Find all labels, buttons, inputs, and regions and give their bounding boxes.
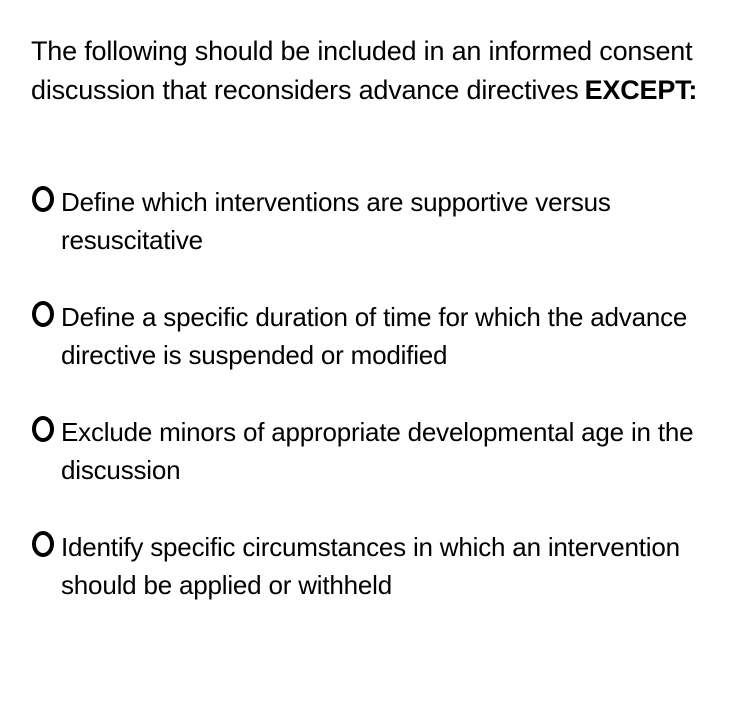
answer-option-4[interactable] xyxy=(32,528,732,604)
question-text xyxy=(31,32,731,110)
answer-option-3[interactable] xyxy=(32,413,732,489)
answer-option-3-label: Exclude minors of appropriate developmental age in the discussion xyxy=(61,417,694,485)
answer-option-4-label: Identify specific circumstances in which an intervention should be applied or withheld xyxy=(61,532,680,600)
radio-button-1[interactable] xyxy=(32,186,54,212)
answer-option-1[interactable] xyxy=(32,183,732,259)
question-emphasis: EXCEPT: xyxy=(584,75,698,105)
answer-option-1-label: Define which interventions are supportive versus resuscitative xyxy=(61,187,611,255)
answer-option-2[interactable] xyxy=(32,298,732,374)
question-stem: The following should be included in an informed consent discussion that reconsiders advance directives xyxy=(31,36,693,105)
answer-option-2-label: Define a specific duration of time for which the advance directive is suspended or modified xyxy=(61,302,688,370)
radio-button-2[interactable] xyxy=(32,301,54,327)
radio-button-3[interactable] xyxy=(32,416,54,442)
radio-button-4[interactable] xyxy=(32,531,54,557)
